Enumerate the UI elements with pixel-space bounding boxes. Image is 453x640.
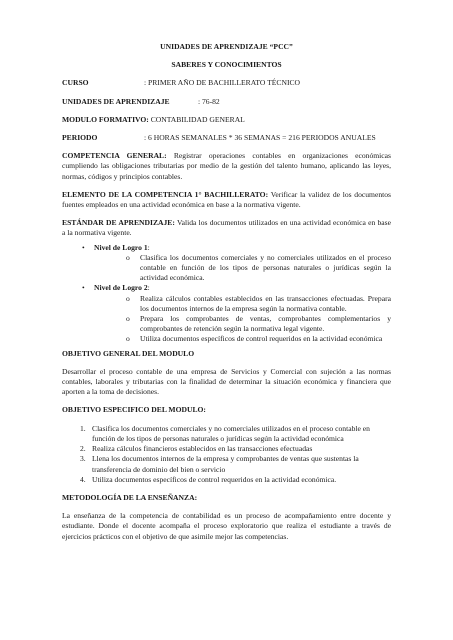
estandar-text: Valida los documentos utilizados en una actividad económica en base a la normativa vigente. <box>62 218 392 238</box>
circle-bullet-icon: o <box>126 293 130 303</box>
logro-sublist <box>94 253 391 284</box>
competencia-general <box>62 151 391 182</box>
competencia-text: Registrar operaciones contables en organizaciones económicas cumpliendo las obligaciones tributarias por medio de la gestión del talento humano, aplicando las leyes, normas, códigos y principios contables. <box>62 151 391 181</box>
objetivo-text: Utiliza documentos específicos de control requeridos en la actividad económica. <box>92 474 337 484</box>
logro-subitem-text: Utiliza documentos específicos de control requeridos en la actividad económica <box>140 334 383 344</box>
unidades-label: UNIDADES DE APRENDIZAJE <box>62 96 170 106</box>
elemento-competencia <box>62 190 391 210</box>
objetivo-text: Realiza cálculos financieros establecidos en las transacciones efectuadas <box>92 444 313 454</box>
objetivo-number: 1. <box>80 423 86 433</box>
modulo-label: MODULO FORMATIVO: <box>62 114 149 124</box>
curso-row <box>62 78 391 88</box>
bullet-icon: • <box>82 283 85 293</box>
circle-bullet-icon: o <box>126 252 130 262</box>
unidades-row <box>62 97 391 107</box>
logro-item <box>62 243 391 284</box>
objetivo-item <box>62 424 391 444</box>
objetivo-number: 3. <box>80 454 86 464</box>
document-title: UNIDADES DE APRENDIZAJE “PCC” <box>160 42 293 51</box>
objetivo-item <box>62 475 391 485</box>
objetivo-text: Llena los documentos internos de la empresa y comprobantes de ventas que sustentas la transferencia de dominio del bien o servicio <box>92 454 359 474</box>
curso-value: : PRIMER AÑO DE BACHILLERATO TÉCNICO <box>144 78 301 88</box>
metodologia-text: La enseñanza de la competencia de contabilidad es un proceso de acompañamiento entre docente y estudiante. Donde el docente acompaña el proceso exploratorio que realiza el estudiante a través de ejercicios prácticos con el objetivo de que asimile mejor las competencias. <box>62 511 391 541</box>
objetivo-especifico-title: OBJETIVO ESPECIFICO DEL MODULO: <box>62 405 206 415</box>
logro-subitem <box>94 253 391 284</box>
objetivo-general-text: Desarrollar el proceso contable de una empresa de Servicios y Comercial con sujeción a las normas contables, laborales y tributarias con la finalidad de determinar la situación económica y financiera que aporten a la toma de decisiones. <box>62 366 391 397</box>
logro-suffix: : <box>147 283 150 293</box>
objetivo-number: 4. <box>80 474 86 484</box>
logro-list <box>62 243 391 345</box>
document-subtitle: SABERES Y CONOCIMIENTOS <box>171 60 282 70</box>
modulo-row <box>62 115 391 125</box>
circle-bullet-icon: o <box>126 334 130 344</box>
competencia-label: COMPETENCIA GENERAL: <box>62 151 167 161</box>
logro-item <box>62 283 391 344</box>
bullet-icon: • <box>82 242 85 252</box>
logro-subitem <box>94 334 391 344</box>
logro-subitem-text: Clasifica los documentos comerciales y no comerciales utilizados en el proceso contable en función de los tipos de personas naturales o jurídicas según la actividad económica. <box>140 252 391 283</box>
logro-subitem-text: Realiza cálculos contables establecidos en las transacciones efectuadas. Prepara los documentos internos de la empresa según la normativa contable. <box>140 293 391 313</box>
metodologia-title: METODOLOGÍA DE LA ENSEÑANZA: <box>62 492 198 502</box>
circle-bullet-icon: o <box>126 314 130 324</box>
elemento-label: ELEMENTO DE LA COMPETENCIA 1° BACHILLERATO: <box>62 189 269 199</box>
estandar-aprendizaje <box>62 218 391 238</box>
periodo-row <box>62 133 391 143</box>
objetivo-text: Clasifica los documentos comerciales y no comerciales utilizados en el proceso contable en función de los tipos de personas naturales o jurídicas según la actividad económica <box>92 423 370 443</box>
logro-label: Nivel de Logro 2 <box>94 283 148 293</box>
logro-subitem-text: Prepara los comprobantes de ventas, comprobantes complementarios y comprobantes de retención según la normativa legal vigente. <box>140 314 391 334</box>
elemento-text: Verificar la validez de los documentos fuentes empleados en una actividad económica en base a la normativa vigente. <box>62 189 391 210</box>
objetivo-especifico-list <box>62 424 391 485</box>
unidades-value: : 76-82 <box>198 96 220 106</box>
objetivo-item <box>62 454 391 474</box>
estandar-label: ESTÁNDAR DE APRENDIZAJE: <box>62 218 175 228</box>
objetivo-item <box>62 444 391 454</box>
logro-suffix: : <box>147 242 150 252</box>
objetivo-general-title: OBJETIVO GENERAL DEL MODULO <box>62 348 195 358</box>
logro-label: Nivel de Logro 1 <box>94 242 148 252</box>
periodo-label: PERIODO <box>62 133 98 143</box>
logro-sublist <box>94 294 391 345</box>
periodo-value: : 6 HORAS SEMANALES * 36 SEMANAS = 216 PERIODOS ANUALES <box>144 133 376 143</box>
logro-subitem <box>94 294 391 314</box>
objetivo-number: 2. <box>80 444 86 454</box>
curso-label: CURSO <box>62 78 89 88</box>
logro-subitem <box>94 314 391 334</box>
modulo-value: CONTABILIDAD GENERAL <box>148 114 245 124</box>
